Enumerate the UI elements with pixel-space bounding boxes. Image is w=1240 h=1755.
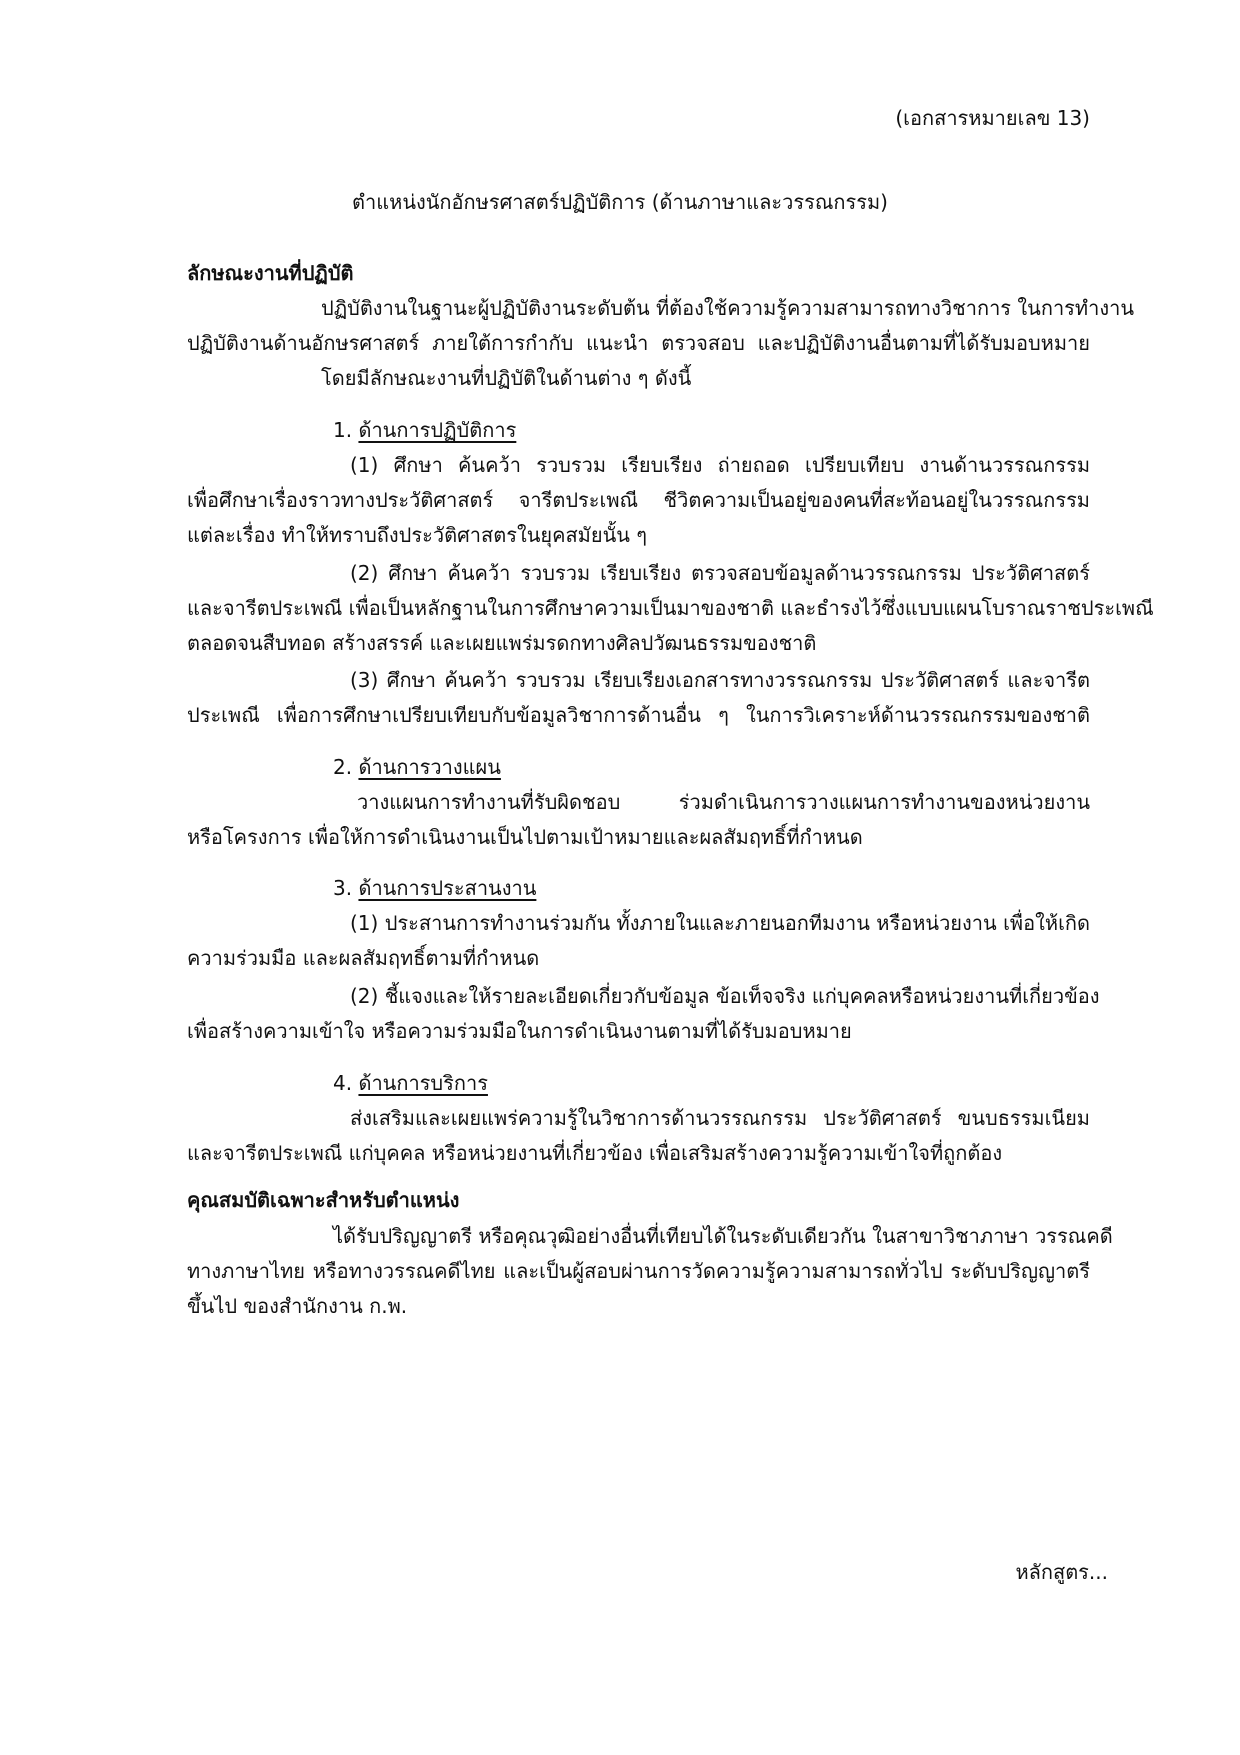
s3-item1-line2: ความร่วมมือ และผลสัมฤทธิ์ตามที่กำหนด: [187, 946, 540, 970]
section-3-number: 3.: [333, 876, 353, 900]
s1-item1-line3: แต่ละเรื่อง ทำให้ทราบถึงประวัติศาสตรในยุคสมัยนั้น ๆ: [187, 523, 648, 547]
s1-item2-line2: และจารีตประเพณี เพื่อเป็นหลักฐานในการศึกษาความเป็นมาของชาติ และธำรงไว้ซึ่งแบบแผนโบราณราชประเพณี: [187, 596, 1154, 620]
continued-marker: หลักสูตร...: [1015, 1560, 1108, 1584]
section-1-number: 1.: [333, 418, 353, 442]
intro-line-2: ปฏิบัติงานด้านอักษรศาสตร์ ภายใต้การกำกับ แนะนำ ตรวจสอบ และปฏิบัติงานอื่นตามที่ได้รับมอบหมาย: [187, 331, 1090, 355]
document-number: (เอกสารหมายเลข 13): [895, 106, 1090, 130]
s1-item3-line1: (3) ศึกษา ค้นคว้า รวบรวม เรียบเรียงเอกสารทางวรรณกรรม ประวัติศาสตร์ และจารีต: [350, 668, 1090, 692]
s1-item1-line2: เพื่อศึกษาเรื่องราวทางประวัติศาสตร์ จารีตประเพณี ชีวิตความเป็นอยู่ของคนที่สะท้อนอยู่ในวรรณกรรม: [187, 488, 1090, 512]
section-4-title: ด้านการบริการ: [358, 1071, 488, 1095]
s4-line2: และจารีตประเพณี แก่บุคคล หรือหน่วยงานที่เกี่ยวข้อง เพื่อเสริมสร้างความรู้ความเข้าใจที่ถูกต้อง: [187, 1141, 1003, 1165]
s2-line1: วางแผนการทำงานที่รับผิดชอบ ร่วมดำเนินการวางแผนการทำงานของหน่วยงาน: [357, 790, 1090, 814]
section-3-heading: [333, 878, 536, 898]
qualifications-line-1: ได้รับปริญญาตรี หรือคุณวุฒิอย่างอื่นที่เทียบได้ในระดับเดียวกัน ในสาขาวิชาภาษา วรรณคดี: [333, 1224, 1113, 1248]
section-2-heading: [333, 757, 501, 777]
s1-item1-line1: (1) ศึกษา ค้นคว้า รวบรวม เรียบเรียง ถ่ายถอด เปรียบเทียบ งานด้านวรรณกรรม: [350, 453, 1090, 477]
s4-line1: ส่งเสริมและเผยแพร่ความรู้ในวิชาการด้านวรรณกรรม ประวัติศาสตร์ ขนบธรรมเนียม: [350, 1106, 1090, 1130]
s3-item2-line2: เพื่อสร้างความเข้าใจ หรือความร่วมมือในการดำเนินงานตามที่ได้รับมอบหมาย: [187, 1019, 852, 1043]
section-4-number: 4.: [333, 1071, 353, 1095]
section-2-number: 2.: [333, 755, 353, 779]
s2-line2: หรือโครงการ เพื่อให้การดำเนินงานเป็นไปตามเป้าหมายและผลสัมฤทธิ์ที่กำหนด: [187, 825, 863, 849]
work-characteristics-heading: ลักษณะงานที่ปฏิบัติ: [187, 261, 354, 285]
s1-item2-line3: ตลอดจนสืบทอด สร้างสรรค์ และเผยแพร่มรดกทางศิลปวัฒนธรรมของชาติ: [187, 631, 817, 655]
section-1-title: ด้านการปฏิบัติการ: [358, 418, 517, 442]
qualifications-heading: คุณสมบัติเฉพาะสำหรับตำแหน่ง: [187, 1188, 460, 1212]
intro-line-3: โดยมีลักษณะงานที่ปฏิบัติในด้านต่าง ๆ ดังนี้: [321, 366, 692, 390]
section-2-title: ด้านการวางแผน: [358, 755, 501, 779]
intro-line-1: ปฏิบัติงานในฐานะผู้ปฏิบัติงานระดับต้น ที่ต้องใช้ความรู้ความสามารถทางวิชาการ ในการทำงาน: [321, 296, 1135, 320]
section-1-heading: [333, 420, 516, 440]
position-title: ตำแหน่งนักอักษรศาสตร์ปฏิบัติการ (ด้านภาษาและวรรณกรรม): [352, 190, 888, 214]
qualifications-line-3: ขึ้นไป ของสำนักงาน ก.พ.: [187, 1294, 408, 1318]
s3-item2-line1: (2) ชี้แจงและให้รายละเอียดเกี่ยวกับข้อมูล ข้อเท็จจริง แก่บุคคลหรือหน่วยงานที่เกี่ยวข้อง: [350, 984, 1100, 1008]
qualifications-line-2: ทางภาษาไทย หรือทางวรรณคดีไทย และเป็นผู้สอบผ่านการวัดความรู้ความสามารถทั่วไป ระดับปริญญาตรี: [187, 1259, 1090, 1283]
section-4-heading: [333, 1073, 488, 1093]
s1-item3-line2: ประเพณี เพื่อการศึกษาเปรียบเทียบกับข้อมูลวิชาการด้านอื่น ๆ ในการวิเคราะห์ด้านวรรณกรรมของชาติ: [187, 703, 1090, 727]
section-3-title: ด้านการประสานงาน: [358, 876, 537, 900]
s1-item2-line1: (2) ศึกษา ค้นคว้า รวบรวม เรียบเรียง ตรวจสอบข้อมูลด้านวรรณกรรม ประวัติศาสตร์: [350, 561, 1090, 585]
s3-item1-line1: (1) ประสานการทำงานร่วมกัน ทั้งภายในและภายนอกทีมงาน หรือหน่วยงาน เพื่อให้เกิด: [350, 911, 1090, 935]
